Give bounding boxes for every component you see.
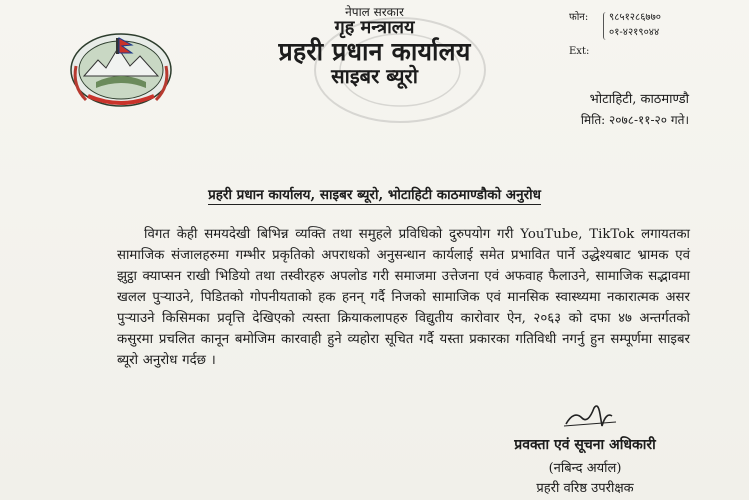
government-title: नेपाल सरकार [345, 5, 404, 19]
contact-block [569, 10, 661, 59]
ext-label: Ext: [569, 46, 590, 57]
subject-text: प्रहरी प्रधान कार्यालय, साइबर ब्यूरो, भोटाहिटी काठमाण्डौको अनुरोध [208, 187, 541, 203]
signatory-rank: प्रहरी वरिष्ठ उपरीक्षक [536, 481, 634, 496]
signatory-name: (नबिन्द अर्याल) [548, 461, 622, 476]
phone-number-2: ०१-४२१९०४४ [609, 27, 660, 38]
handwritten-signature-icon [560, 400, 620, 432]
address-place: भोटाहिटी, काठमाण्डौ [589, 92, 689, 107]
bureau-title: साइबर ब्यूरो [331, 64, 418, 88]
address-block [581, 90, 689, 130]
phone-label: फोन: [569, 12, 589, 23]
bracket-divider [603, 12, 610, 40]
body-text: विगत केही समयदेखी बिभिन्न व्यक्ति तथा समुहले प्रविधिको दुरुपयोग गरी YouTube, TikTok लगायतका सामाजिक संजालहरुमा गम्भीर प्रकृतिको अपराधको अनुसन्धान कार्यलाई समेत प्रभावित पार्ने उद्धेश्यबाट भ्रामक एवं झुट्ठा क्याप्सन राखी भिडियो तथा तस्वीरहरु अपलोड गरी समाजमा उत्तेजना एवं अफवाह फैलाउने, सामाजिक सद्भावमा खलल पुऱ्याउने, पिडितको गोपनीयताको हक हनन् गर्दै निजको सामाजिक एवं मानसिक स्वास्थ्यमा नकारात्मक असर पुऱ्याउने किसिमका प्रवृत्ति देखिएको त्यस्ता क्रियाकलापहरु विद्युतीय कारोवार ऐन, २०६३ को दफा ४७ अन्तर्गतको कसुरमा प्रचलित कानून बमोजिम कारवाही हुने व्यहोरा सूचित गर्दै यस्ता प्रकारका गतिविधी नगर्नु हुन सम्पूर्णमा साइबर ब्यूरो अनुरोध गर्दछ । [117, 227, 690, 368]
phone-number-1: ९८५१२८६७७० [609, 12, 661, 23]
body-paragraph [117, 224, 690, 371]
office-title: प्रहरी प्रधान कार्यालय [278, 37, 471, 66]
ministry-title: गृह मन्त्रालय [334, 17, 415, 38]
signatory-title: प्रवक्ता एवं सूचना अधिकारी [514, 437, 656, 453]
subject-line [0, 185, 749, 203]
letter-date: मिति: २०७८-११-२० गते। [580, 113, 689, 127]
